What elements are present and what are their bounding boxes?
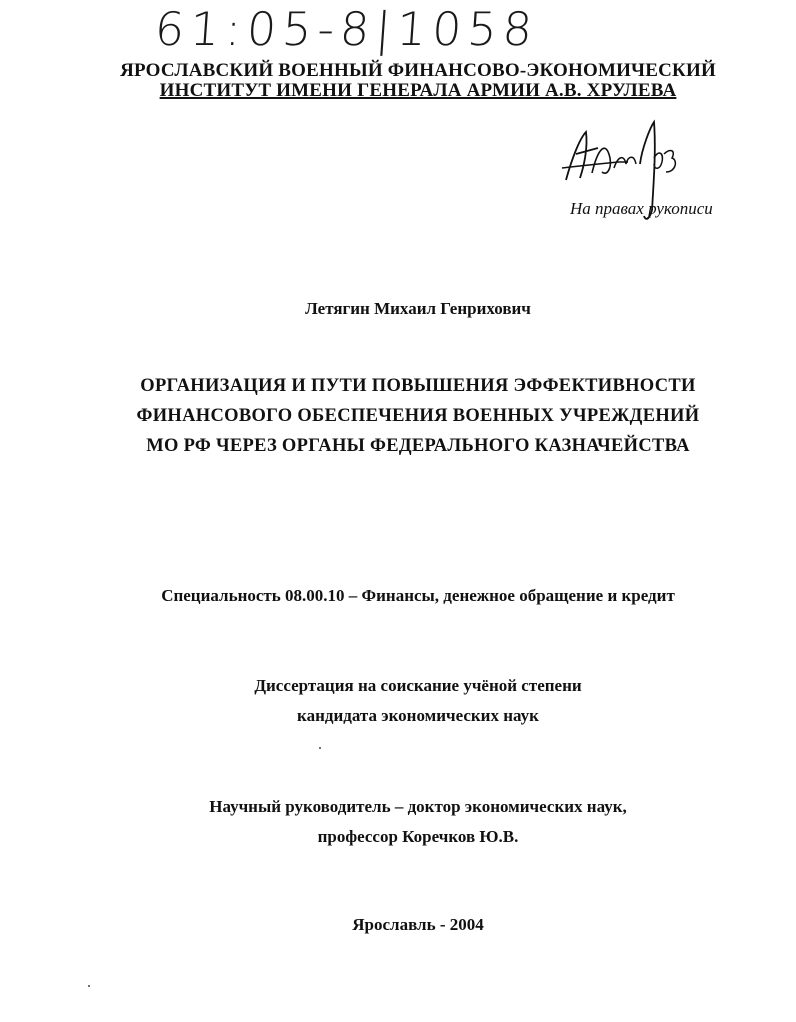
degree-line2: кандидата экономических наук — [297, 706, 539, 725]
author-name: Летягин Михаил Генрихович — [305, 299, 531, 318]
place-and-year: Ярославль - 2004 — [352, 915, 484, 934]
dissertation-title-line: ОРГАНИЗАЦИЯ И ПУТИ ПОВЫШЕНИЯ ЭФФЕКТИВНОСТИ — [140, 376, 696, 396]
institute-name-line2-text: ИНСТИТУТ ИМЕНИ ГЕНЕРАЛА АРМИИ А.В. ХРУЛЕВА — [159, 80, 677, 101]
supervisor-line1: Научный руководитель – доктор экономических наук, — [209, 797, 627, 816]
scan-speck — [319, 747, 321, 749]
scan-speck — [88, 985, 90, 987]
degree-line1: Диссертация на соискание учёной степени — [254, 676, 582, 695]
manuscript-rights-note: На правах рукописи — [570, 199, 713, 218]
institute-name-line2 — [0, 80, 796, 102]
supervisor-line2: профессор Коречков Ю.В. — [317, 827, 519, 846]
institute-name-line1: ЯРОСЛАВСКИЙ ВОЕННЫЙ ФИНАНСОВО-ЭКОНОМИЧЕСКИЙ — [120, 60, 716, 81]
handwritten-archive-number: 61:05-8|1058 — [153, 2, 540, 56]
dissertation-title-line: МО РФ ЧЕРЕЗ ОРГАНЫ ФЕДЕРАЛЬНОГО КАЗНАЧЕЙСТВА — [146, 436, 690, 456]
specialty-line: Специальность 08.00.10 – Финансы, денежное обращение и кредит — [161, 586, 675, 605]
dissertation-title-line: ФИНАНСОВОГО ОБЕСПЕЧЕНИЯ ВОЕННЫХ УЧРЕЖДЕНИЙ — [136, 406, 700, 426]
